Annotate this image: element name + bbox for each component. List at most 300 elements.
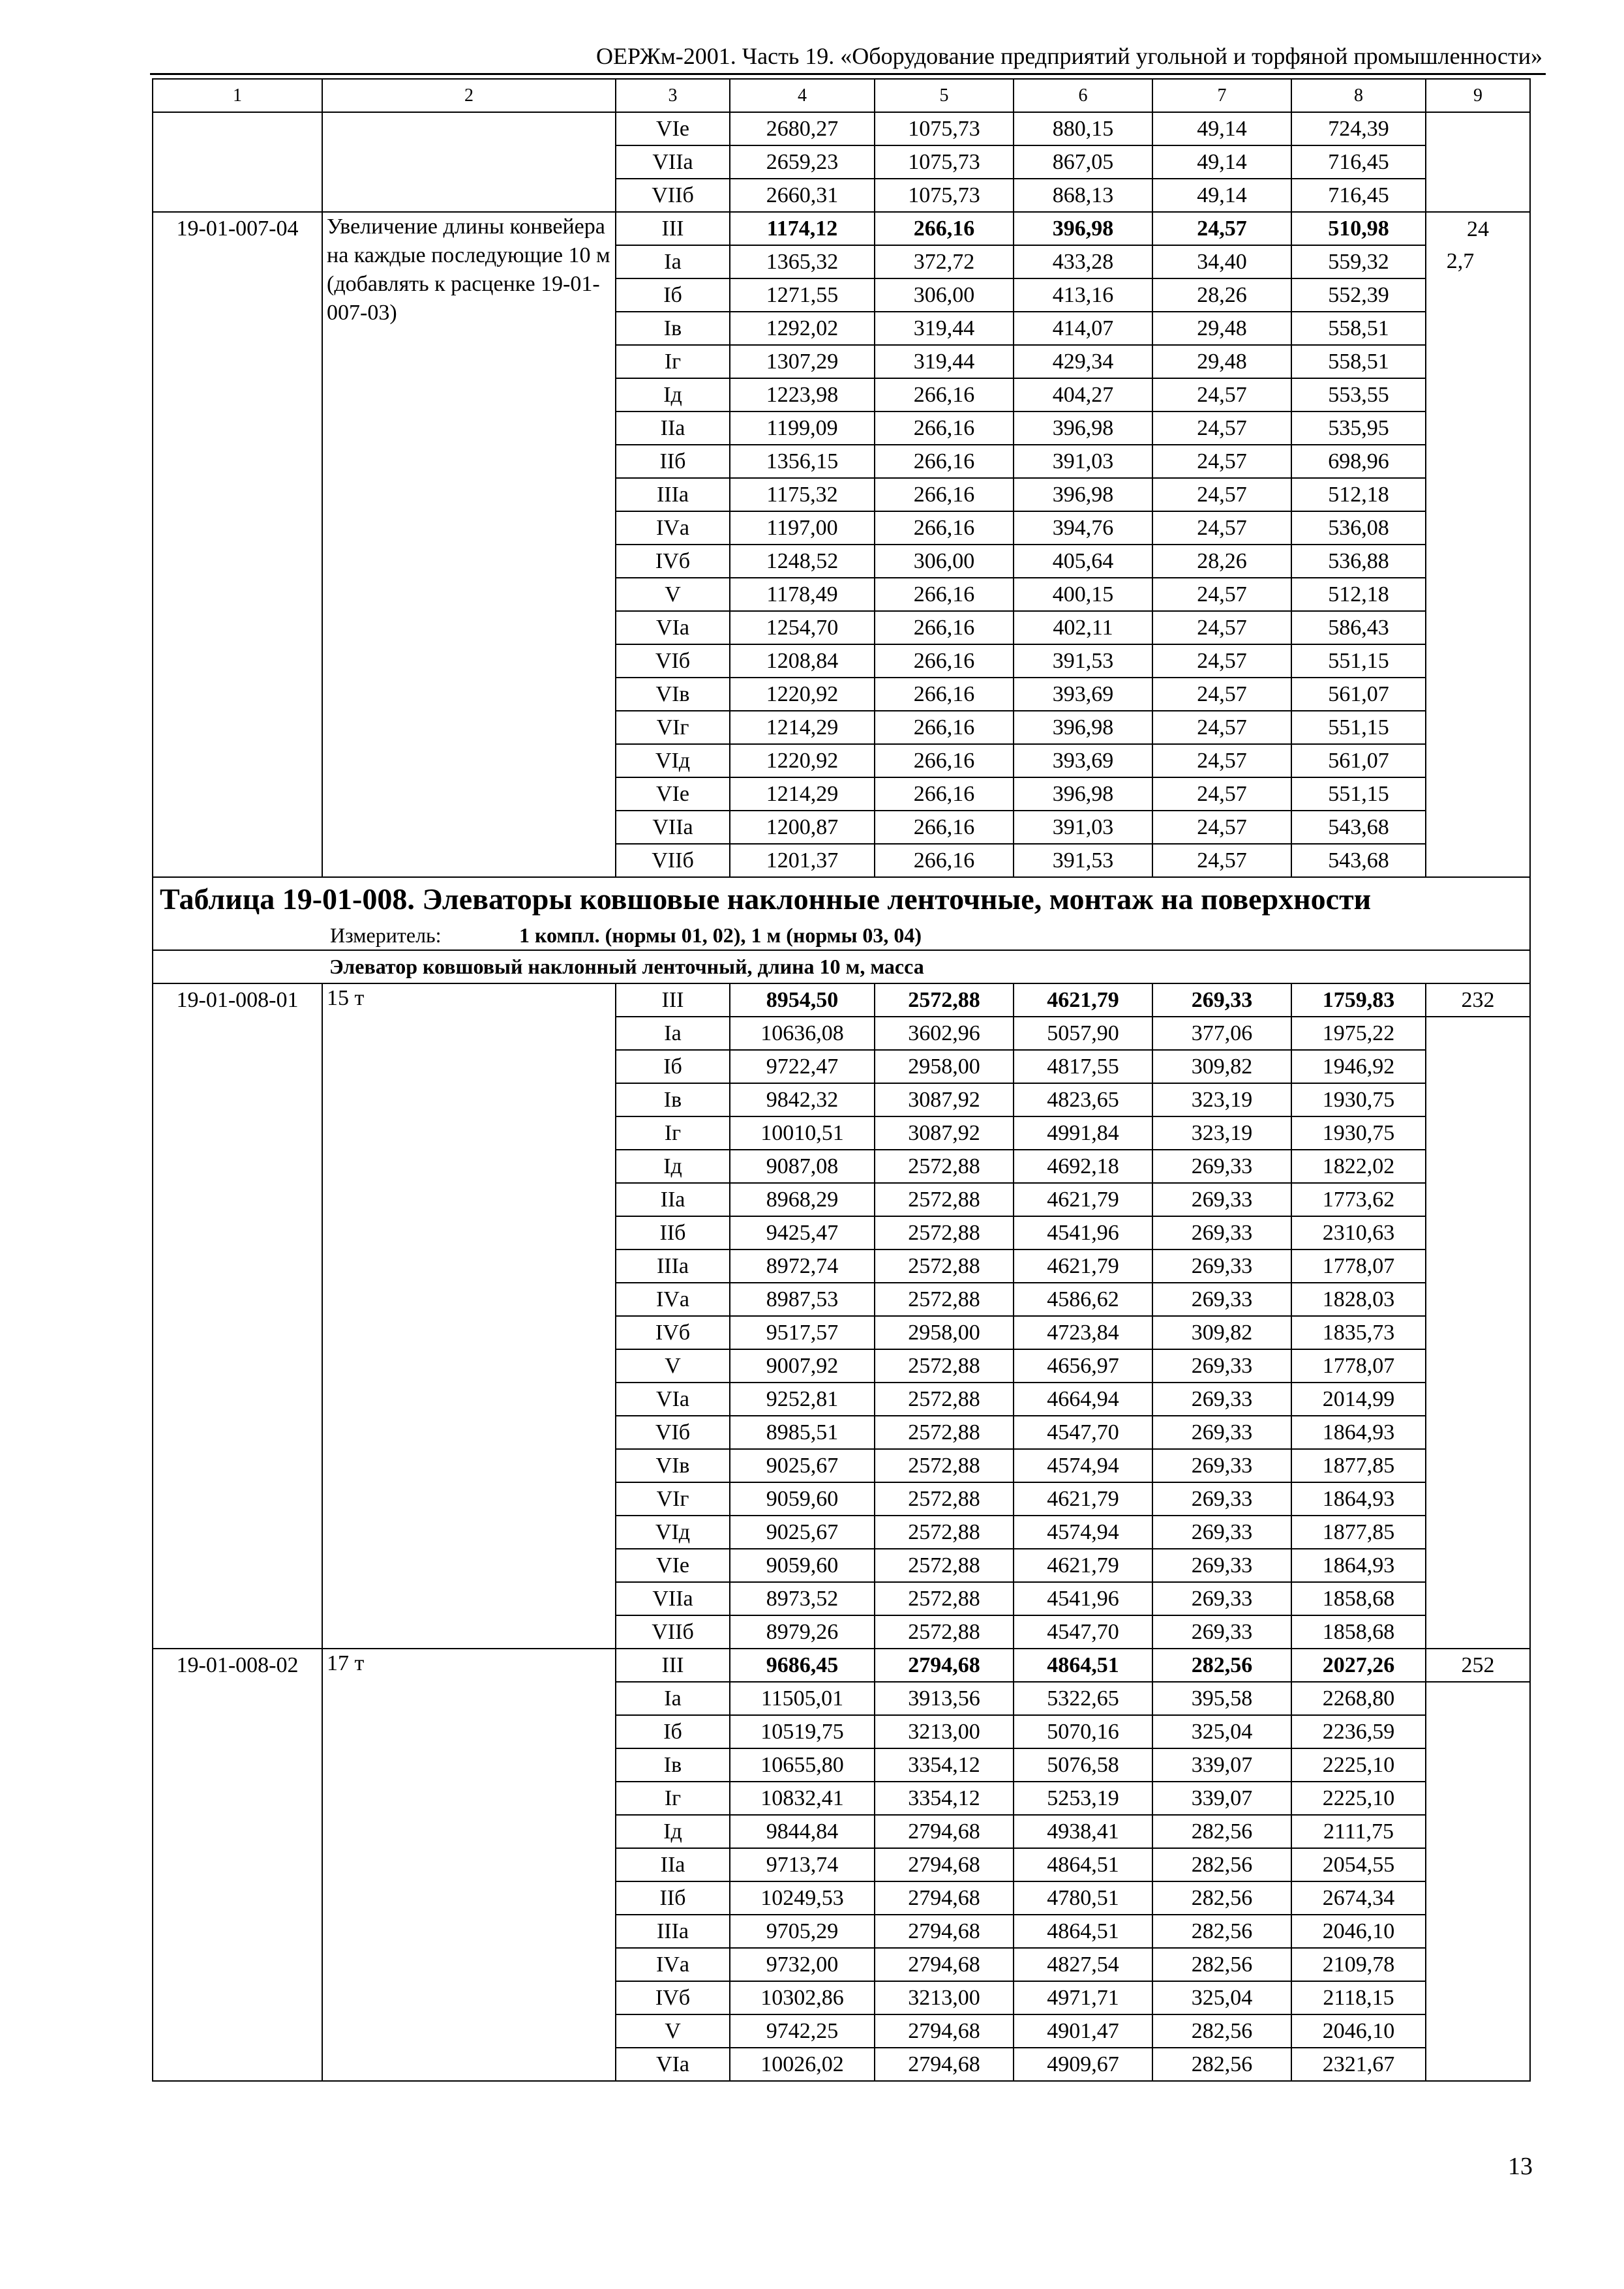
cost-value: 4621,79 — [1014, 1482, 1152, 1516]
cost-value: 269,33 — [1152, 1482, 1291, 1516]
cost-value: 1248,52 — [730, 545, 875, 578]
cost-value: 9059,60 — [730, 1482, 875, 1516]
cost-value: 396,98 — [1014, 777, 1152, 811]
cost-value: 1214,29 — [730, 711, 875, 744]
cost-value: 319,44 — [875, 345, 1014, 378]
cost-value: 1075,73 — [875, 145, 1014, 179]
cost-value: 559,32 — [1291, 245, 1426, 278]
cost-value: 4547,70 — [1014, 1416, 1152, 1449]
cost-value: 9007,92 — [730, 1349, 875, 1383]
cost-value: 266,16 — [875, 611, 1014, 644]
column-number: 3 — [616, 79, 730, 112]
cost-value: 10249,53 — [730, 1881, 875, 1915]
cost-value: 2111,75 — [1291, 1815, 1426, 1848]
region-code: VIIб — [616, 179, 730, 212]
rate-index: 252 — [1426, 1649, 1530, 1682]
cost-value: 2660,31 — [730, 179, 875, 212]
cost-value: 391,53 — [1014, 844, 1152, 877]
cost-value: 372,72 — [875, 245, 1014, 278]
cost-value: 2572,88 — [875, 1183, 1014, 1216]
cost-value: 1778,07 — [1291, 1349, 1426, 1383]
cost-value: 536,88 — [1291, 545, 1426, 578]
cost-value: 266,16 — [875, 578, 1014, 611]
cost-value: 2268,80 — [1291, 1682, 1426, 1715]
region-code: VIг — [616, 711, 730, 744]
column-number: 6 — [1014, 79, 1152, 112]
column-number: 7 — [1152, 79, 1291, 112]
cost-value: 558,51 — [1291, 312, 1426, 345]
region-code: Iб — [616, 278, 730, 312]
cost-value: 9025,67 — [730, 1449, 875, 1482]
page-header-title: ОЕРЖм-2001. Часть 19. «Оборудование предприятий угольной и торфяной промышленности» — [595, 43, 1542, 69]
cost-value: 9425,47 — [730, 1216, 875, 1249]
cost-value: 4574,94 — [1014, 1449, 1152, 1482]
cost-value: 9059,60 — [730, 1549, 875, 1582]
cost-value: 716,45 — [1291, 179, 1426, 212]
table-title: Таблица 19-01-008. Элеваторы ковшовые наклонные ленточные, монтаж на поверхности — [153, 877, 1530, 920]
cost-value: 269,33 — [1152, 1150, 1291, 1183]
rate-index-empty — [1426, 112, 1530, 212]
table-row — [153, 212, 1530, 245]
cost-value: 269,33 — [1152, 1416, 1291, 1449]
cost-value: 269,33 — [1152, 1615, 1291, 1649]
region-code: IIб — [616, 1881, 730, 1915]
cost-value: 325,04 — [1152, 1715, 1291, 1748]
cost-value: 282,56 — [1152, 1881, 1291, 1915]
cost-value: 2794,68 — [875, 1848, 1014, 1881]
region-code: Iд — [616, 1150, 730, 1183]
region-code: V — [616, 1349, 730, 1383]
cost-value: 391,53 — [1014, 644, 1152, 678]
cost-value: 323,19 — [1152, 1116, 1291, 1150]
table-title-row — [153, 877, 1530, 920]
cost-value: 9713,74 — [730, 1848, 875, 1881]
cost-value: 24,57 — [1152, 411, 1291, 445]
cost-value: 4864,51 — [1014, 1649, 1152, 1682]
cost-value: 24,57 — [1152, 844, 1291, 877]
cost-value: 561,07 — [1291, 678, 1426, 711]
cost-value: 393,69 — [1014, 678, 1152, 711]
cost-value: 2572,88 — [875, 1416, 1014, 1449]
cost-value: 282,56 — [1152, 2048, 1291, 2081]
cost-value: 1864,93 — [1291, 1549, 1426, 1582]
cost-value: 2046,10 — [1291, 1915, 1426, 1948]
cost-value: 1174,12 — [730, 212, 875, 245]
cost-value: 24,57 — [1152, 212, 1291, 245]
cost-value: 2572,88 — [875, 1449, 1014, 1482]
cost-value: 1946,92 — [1291, 1050, 1426, 1083]
cost-value: 552,39 — [1291, 278, 1426, 312]
cost-value: 24,57 — [1152, 777, 1291, 811]
cost-value: 4621,79 — [1014, 1249, 1152, 1283]
cost-value: 2794,68 — [875, 1649, 1014, 1682]
cost-value: 4621,79 — [1014, 1549, 1152, 1582]
cost-value: 24,57 — [1152, 744, 1291, 777]
region-code: VIв — [616, 1449, 730, 1482]
cost-value: 49,14 — [1152, 179, 1291, 212]
table-measure — [153, 920, 1530, 950]
cost-value: 266,16 — [875, 212, 1014, 245]
cost-value: 2572,88 — [875, 1582, 1014, 1615]
cost-value: 2794,68 — [875, 1915, 1014, 1948]
cost-value: 5076,58 — [1014, 1748, 1152, 1782]
cost-value: 1075,73 — [875, 179, 1014, 212]
cost-value: 9517,57 — [730, 1316, 875, 1349]
cost-value: 2572,88 — [875, 1349, 1014, 1383]
table-subheader: Элеватор ковшовый наклонный ленточный, длина 10 м, масса — [153, 950, 1530, 983]
region-code: VIа — [616, 2048, 730, 2081]
cost-value: 4664,94 — [1014, 1383, 1152, 1416]
cost-value: 282,56 — [1152, 1649, 1291, 1682]
cost-value: 1201,37 — [730, 844, 875, 877]
cost-value: 323,19 — [1152, 1083, 1291, 1116]
region-code: VIе — [616, 777, 730, 811]
cost-value: 9742,25 — [730, 2014, 875, 2048]
cost-value: 2236,59 — [1291, 1715, 1426, 1748]
rate-index-empty — [1426, 1682, 1530, 2081]
cost-value: 9686,45 — [730, 1649, 875, 1682]
cost-value: 4547,70 — [1014, 1615, 1152, 1649]
region-code: IVа — [616, 1283, 730, 1316]
cost-value: 1307,29 — [730, 345, 875, 378]
cost-value: 269,33 — [1152, 1449, 1291, 1482]
region-code: V — [616, 2014, 730, 2048]
cost-value: 24,57 — [1152, 644, 1291, 678]
cost-value: 10655,80 — [730, 1748, 875, 1782]
cost-value: 1835,73 — [1291, 1316, 1426, 1349]
cost-value: 28,26 — [1152, 278, 1291, 312]
region-code: Iв — [616, 1083, 730, 1116]
cost-value: 1220,92 — [730, 678, 875, 711]
region-code: Iб — [616, 1715, 730, 1748]
cost-value: 282,56 — [1152, 1815, 1291, 1848]
region-code: VIе — [616, 1549, 730, 1582]
cost-value: 2572,88 — [875, 1482, 1014, 1516]
cost-value: 4971,71 — [1014, 1981, 1152, 2014]
cost-value: 10519,75 — [730, 1715, 875, 1748]
cost-value: 2027,26 — [1291, 1649, 1426, 1682]
column-number: 4 — [730, 79, 875, 112]
cost-value: 269,33 — [1152, 1249, 1291, 1283]
cost-value: 24,57 — [1152, 378, 1291, 411]
cost-value: 394,76 — [1014, 511, 1152, 545]
measure-value: 1 компл. (нормы 01, 02), 1 м (нормы 03, 04) — [519, 923, 922, 947]
cost-value: 4864,51 — [1014, 1848, 1152, 1881]
region-code: VIIа — [616, 1582, 730, 1615]
region-code: III — [616, 1649, 730, 1682]
cost-value: 8979,26 — [730, 1615, 875, 1649]
region-code: Iа — [616, 245, 730, 278]
cost-value: 8987,53 — [730, 1283, 875, 1316]
cost-value: 266,16 — [875, 478, 1014, 511]
region-code: VIIа — [616, 811, 730, 844]
region-code: IVа — [616, 511, 730, 545]
cost-value: 29,48 — [1152, 345, 1291, 378]
cost-value: 24,57 — [1152, 678, 1291, 711]
cost-value: 339,07 — [1152, 1748, 1291, 1782]
column-number: 8 — [1291, 79, 1426, 112]
cost-value: 404,27 — [1014, 378, 1152, 411]
cost-value: 1759,83 — [1291, 983, 1426, 1017]
cost-value: 1864,93 — [1291, 1416, 1426, 1449]
cost-value: 282,56 — [1152, 1915, 1291, 1948]
cost-value: 24,57 — [1152, 445, 1291, 478]
region-code: Iа — [616, 1017, 730, 1050]
region-code: Iг — [616, 1116, 730, 1150]
cost-value: 4909,67 — [1014, 2048, 1152, 2081]
cost-value: 391,03 — [1014, 445, 1152, 478]
cost-value: 1075,73 — [875, 112, 1014, 145]
cost-value: 1254,70 — [730, 611, 875, 644]
cost-value: 269,33 — [1152, 1582, 1291, 1615]
cost-value: 3602,96 — [875, 1017, 1014, 1050]
cost-value: 3354,12 — [875, 1748, 1014, 1782]
cost-value: 512,18 — [1291, 478, 1426, 511]
cost-value: 10010,51 — [730, 1116, 875, 1150]
region-code: VIд — [616, 1516, 730, 1549]
table-measure-row — [153, 920, 1530, 950]
cost-value: 306,00 — [875, 545, 1014, 578]
cost-value: 2572,88 — [875, 1615, 1014, 1649]
region-code: IIа — [616, 1848, 730, 1881]
cost-value: 4864,51 — [1014, 1915, 1152, 1948]
cost-value: 266,16 — [875, 678, 1014, 711]
cost-value: 2794,68 — [875, 2014, 1014, 2048]
cost-value: 1858,68 — [1291, 1582, 1426, 1615]
cost-value: 3213,00 — [875, 1715, 1014, 1748]
rate-index-empty — [1426, 1017, 1530, 1649]
cost-value: 4692,18 — [1014, 1150, 1152, 1183]
cost-value: 49,14 — [1152, 112, 1291, 145]
cost-value: 1864,93 — [1291, 1482, 1426, 1516]
region-code: VIе — [616, 112, 730, 145]
header-rule — [150, 73, 1546, 75]
region-code: III — [616, 212, 730, 245]
cost-value: 2659,23 — [730, 145, 875, 179]
region-code: Iа — [616, 1682, 730, 1715]
cost-value: 551,15 — [1291, 644, 1426, 678]
cost-value: 4656,97 — [1014, 1349, 1152, 1383]
rates-table — [152, 78, 1531, 2082]
cost-value: 24,57 — [1152, 478, 1291, 511]
cost-value: 269,33 — [1152, 1216, 1291, 1249]
cost-value: 309,82 — [1152, 1316, 1291, 1349]
cost-value: 2794,68 — [875, 1948, 1014, 1981]
cost-value: 4621,79 — [1014, 1183, 1152, 1216]
cost-value: 2118,15 — [1291, 1981, 1426, 2014]
cost-value: 9025,67 — [730, 1516, 875, 1549]
cost-value: 724,39 — [1291, 112, 1426, 145]
measure-label: Измеритель: — [330, 923, 442, 947]
cost-value: 4621,79 — [1014, 983, 1152, 1017]
cost-value: 561,07 — [1291, 744, 1426, 777]
cost-value: 1220,92 — [730, 744, 875, 777]
region-code: VIа — [616, 1383, 730, 1416]
region-code: IIIа — [616, 1915, 730, 1948]
region-code: IIа — [616, 1183, 730, 1216]
region-code: IVа — [616, 1948, 730, 1981]
rate-index: 24 — [1426, 212, 1530, 245]
cost-value: 4827,54 — [1014, 1948, 1152, 1981]
cost-value: 391,03 — [1014, 811, 1152, 844]
cost-value: 282,56 — [1152, 1848, 1291, 1881]
cost-value: 4780,51 — [1014, 1881, 1152, 1915]
table-row — [153, 1649, 1530, 1682]
cost-value: 512,18 — [1291, 578, 1426, 611]
cost-value: 2310,63 — [1291, 1216, 1426, 1249]
rate-code: 19-01-008-01 — [153, 983, 322, 1649]
table-row — [153, 983, 1530, 1017]
cost-value: 3087,92 — [875, 1083, 1014, 1116]
region-code: IVб — [616, 545, 730, 578]
region-code: Iв — [616, 1748, 730, 1782]
cost-value: 2572,88 — [875, 1216, 1014, 1249]
region-code: VIг — [616, 1482, 730, 1516]
cost-value: 429,34 — [1014, 345, 1152, 378]
cost-value: 2958,00 — [875, 1050, 1014, 1083]
region-code: VIб — [616, 1416, 730, 1449]
rate-code — [153, 112, 322, 212]
cost-value: 1292,02 — [730, 312, 875, 345]
region-code: IIб — [616, 445, 730, 478]
cost-value: 306,00 — [875, 278, 1014, 312]
cost-value: 535,95 — [1291, 411, 1426, 445]
cost-value: 536,08 — [1291, 511, 1426, 545]
cost-value: 8985,51 — [730, 1416, 875, 1449]
cost-value: 10636,08 — [730, 1017, 875, 1050]
rate-description: 15 т — [322, 983, 616, 1649]
cost-value: 8973,52 — [730, 1582, 875, 1615]
region-code: VIIб — [616, 1615, 730, 1649]
cost-value: 2225,10 — [1291, 1782, 1426, 1815]
cost-value: 269,33 — [1152, 1183, 1291, 1216]
column-number: 5 — [875, 79, 1014, 112]
cost-value: 1199,09 — [730, 411, 875, 445]
cost-value: 2794,68 — [875, 2048, 1014, 2081]
cost-value: 1271,55 — [730, 278, 875, 312]
cost-value: 2572,88 — [875, 1549, 1014, 1582]
region-code: IIIа — [616, 478, 730, 511]
cost-value: 402,11 — [1014, 611, 1152, 644]
cost-value: 24,57 — [1152, 511, 1291, 545]
cost-value: 9732,00 — [730, 1948, 875, 1981]
cost-value: 2572,88 — [875, 1283, 1014, 1316]
cost-value: 9705,29 — [730, 1915, 875, 1948]
cost-value: 395,58 — [1152, 1682, 1291, 1715]
region-code: Iг — [616, 1782, 730, 1815]
cost-value: 266,16 — [875, 511, 1014, 545]
cost-value: 414,07 — [1014, 312, 1152, 345]
region-code: VIIб — [616, 844, 730, 877]
cost-value: 266,16 — [875, 777, 1014, 811]
cost-value: 5322,65 — [1014, 1682, 1152, 1715]
cost-value: 1175,32 — [730, 478, 875, 511]
cost-value: 3913,56 — [875, 1682, 1014, 1715]
cost-value: 1773,62 — [1291, 1183, 1426, 1216]
cost-value: 510,98 — [1291, 212, 1426, 245]
cost-value: 868,13 — [1014, 179, 1152, 212]
cost-value: 269,33 — [1152, 1349, 1291, 1383]
region-code: VIб — [616, 644, 730, 678]
region-code: Iб — [616, 1050, 730, 1083]
cost-value: 269,33 — [1152, 1283, 1291, 1316]
column-number: 9 — [1426, 79, 1530, 112]
cost-value: 309,82 — [1152, 1050, 1291, 1083]
cost-value: 269,33 — [1152, 1516, 1291, 1549]
cost-value: 29,48 — [1152, 312, 1291, 345]
cost-value: 1214,29 — [730, 777, 875, 811]
cost-value: 553,55 — [1291, 378, 1426, 411]
column-number-row — [153, 79, 1530, 112]
cost-value: 8954,50 — [730, 983, 875, 1017]
cost-value: 269,33 — [1152, 1383, 1291, 1416]
cost-value: 266,16 — [875, 445, 1014, 478]
cost-value: 3213,00 — [875, 1981, 1014, 2014]
cost-value: 9722,47 — [730, 1050, 875, 1083]
region-code: VIа — [616, 611, 730, 644]
cost-value: 2014,99 — [1291, 1383, 1426, 1416]
cost-value: 1858,68 — [1291, 1615, 1426, 1649]
cost-value: 8972,74 — [730, 1249, 875, 1283]
region-code: Iд — [616, 1815, 730, 1848]
cost-value: 2572,88 — [875, 1150, 1014, 1183]
page-number: 13 — [1508, 2153, 1533, 2180]
cost-value: 377,06 — [1152, 1017, 1291, 1050]
column-number: 1 — [153, 79, 322, 112]
cost-value: 1356,15 — [730, 445, 875, 478]
cost-value: 1200,87 — [730, 811, 875, 844]
cost-value: 9844,84 — [730, 1815, 875, 1848]
cost-value: 1778,07 — [1291, 1249, 1426, 1283]
cost-value: 10302,86 — [730, 1981, 875, 2014]
cost-value: 5070,16 — [1014, 1715, 1152, 1748]
cost-value: 4817,55 — [1014, 1050, 1152, 1083]
cost-value: 586,43 — [1291, 611, 1426, 644]
region-code: Iд — [616, 378, 730, 411]
cost-value: 266,16 — [875, 644, 1014, 678]
cost-value: 2572,88 — [875, 1249, 1014, 1283]
cost-value: 5057,90 — [1014, 1017, 1152, 1050]
cost-value: 266,16 — [875, 811, 1014, 844]
cost-value: 1975,22 — [1291, 1017, 1426, 1050]
cost-value: 9087,08 — [730, 1150, 875, 1183]
cost-value: 339,07 — [1152, 1782, 1291, 1815]
cost-value: 716,45 — [1291, 145, 1426, 179]
rate-index: 232 — [1426, 983, 1530, 1017]
cost-value: 1822,02 — [1291, 1150, 1426, 1183]
cost-value: 4541,96 — [1014, 1582, 1152, 1615]
cost-value: 2572,88 — [875, 1383, 1014, 1416]
cost-value: 396,98 — [1014, 411, 1152, 445]
cost-value: 2109,78 — [1291, 1948, 1426, 1981]
cost-value: 4586,62 — [1014, 1283, 1152, 1316]
cost-value: 543,68 — [1291, 811, 1426, 844]
table-subheader-row — [153, 950, 1530, 983]
cost-value: 2054,55 — [1291, 1848, 1426, 1881]
cost-value: 266,16 — [875, 744, 1014, 777]
cost-value: 28,26 — [1152, 545, 1291, 578]
cost-value: 1828,03 — [1291, 1283, 1426, 1316]
cost-value: 24,57 — [1152, 711, 1291, 744]
table-row — [153, 112, 1530, 145]
region-code: IVб — [616, 1316, 730, 1349]
cost-value: 24,57 — [1152, 578, 1291, 611]
cost-value: 2794,68 — [875, 1815, 1014, 1848]
cost-value: 558,51 — [1291, 345, 1426, 378]
cost-value: 1178,49 — [730, 578, 875, 611]
cost-value: 325,04 — [1152, 1981, 1291, 2014]
cost-value: 1930,75 — [1291, 1116, 1426, 1150]
